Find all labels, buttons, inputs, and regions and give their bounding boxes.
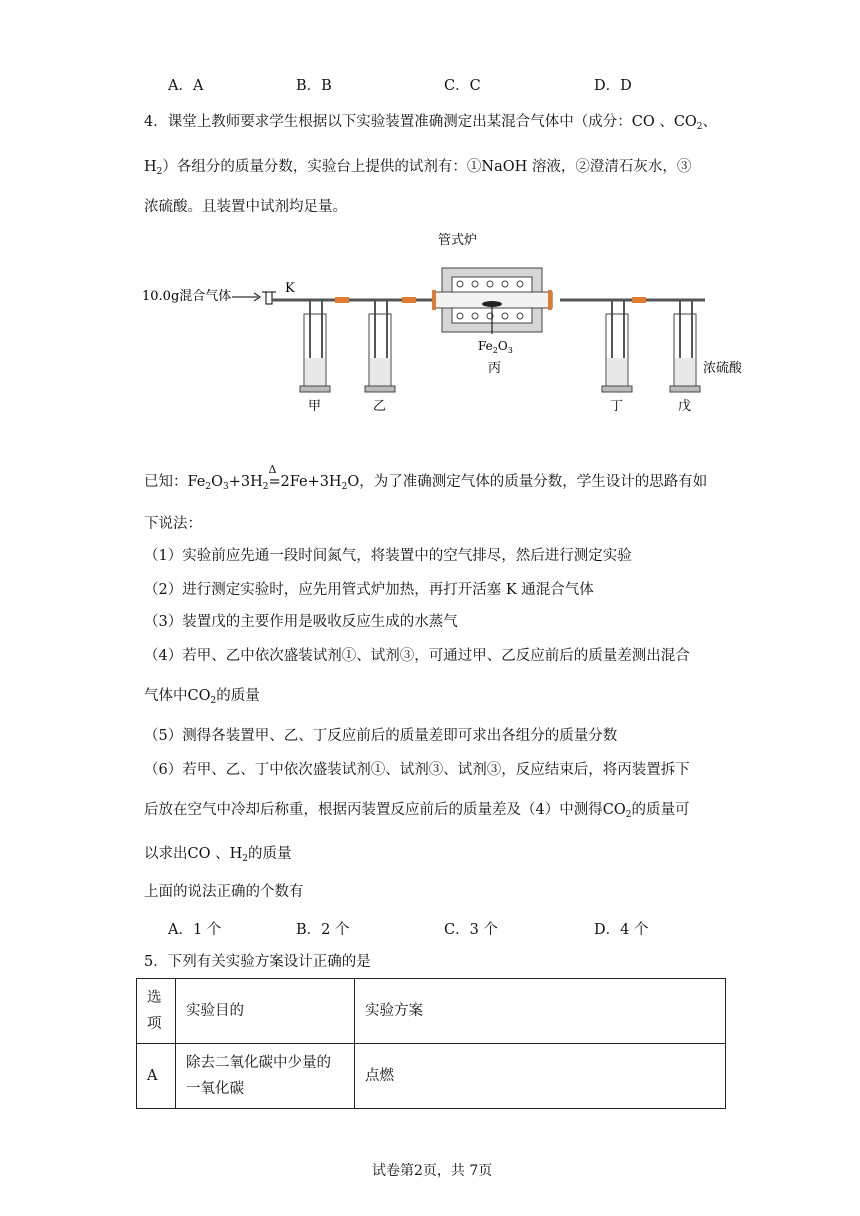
statement-6b: 后放在空气中冷却后称重，根据丙装置反应前后的质量差及（4）中测得$CO_2$的质量可 bbox=[144, 802, 690, 820]
q5-table bbox=[136, 978, 726, 1109]
q4-option-d: D．4 个 bbox=[594, 922, 649, 938]
table-row bbox=[137, 1044, 726, 1109]
statement-3: （3）装置戊的主要作用是吸收反应生成的水蒸气 bbox=[144, 614, 458, 630]
statement-2: （2）进行测定实验时，应先用管式炉加热，再打开活塞 K 通混合气体 bbox=[144, 582, 594, 598]
q4-stem-line3: 浓硫酸。且装置中试剂均足量。 bbox=[144, 199, 347, 215]
q3-option-a: A．A bbox=[168, 78, 204, 94]
bottle-yi bbox=[365, 300, 395, 392]
known-line2: 下说法： bbox=[144, 516, 202, 532]
row-option: A bbox=[137, 1044, 176, 1109]
bing-label: 丙 bbox=[488, 361, 502, 376]
known-equation: 已知：$Fe_2O_3+3H_2$ Δ $=2Fe+3H_2O$，为了准确测定气体的质量分数，学生设计的思路有如 bbox=[144, 463, 708, 492]
bottle-wu bbox=[670, 300, 700, 392]
q3-option-b: B．B bbox=[296, 78, 332, 94]
page-footer: 试卷第2页，共 7页 bbox=[372, 1163, 493, 1179]
gas-label: 10.0g混合气体 bbox=[142, 289, 232, 304]
row-plan: 点燃 bbox=[355, 1044, 726, 1109]
row-goal: 除去二氧化碳中少量的 一氧化碳 bbox=[176, 1044, 355, 1109]
statement-6a: （6）若甲、乙、丁中依次盛装试剂①、试剂③、试剂③，反应结束后，将丙装置拆下 bbox=[144, 762, 690, 778]
q5-title: 5．下列有关实验方案设计正确的是 bbox=[144, 954, 371, 970]
q4-option-b: B．2 个 bbox=[296, 922, 350, 938]
furnace-label: 管式炉 bbox=[438, 233, 478, 248]
q4-option-a: A．1 个 bbox=[168, 922, 222, 938]
header-goal: 实验目的 bbox=[176, 979, 355, 1044]
header-option: 选 项 bbox=[137, 979, 176, 1044]
q4-question: 上面的说法正确的个数有 bbox=[144, 884, 304, 900]
ding-label: 丁 bbox=[610, 399, 624, 414]
q3-option-d: D．D bbox=[594, 78, 632, 94]
statement-4a: （4）若甲、乙中依次盛装试剂①、试剂③，可通过甲、乙反应前后的质量差测出混合 bbox=[144, 648, 690, 664]
table-header-row bbox=[137, 979, 726, 1044]
q4-stem-line2: $H_2$）各组分的质量分数，实验台上提供的试剂有：①NaOH 溶液，②澄清石灰水，③ bbox=[144, 159, 692, 177]
statement-6c: 以求出CO 、$H_2$的质量 bbox=[144, 846, 292, 864]
header-plan: 实验方案 bbox=[355, 979, 726, 1044]
jia-label: 甲 bbox=[308, 399, 322, 414]
bottle-ding bbox=[602, 300, 632, 392]
q4-stem-line1: 4．课堂上教师要求学生根据以下实验装置准确测定出某混合气体中（成分：CO 、$CO_2$、 bbox=[144, 114, 718, 132]
q4-option-c: C．3 个 bbox=[444, 922, 498, 938]
valve-label: K bbox=[285, 281, 295, 296]
fe2o3-label: $Fe_2O_3$ bbox=[478, 339, 513, 355]
wu-label: 戊 bbox=[678, 399, 692, 414]
apparatus-figure bbox=[140, 222, 760, 422]
q3-option-c: C．C bbox=[444, 78, 481, 94]
acid-label: 浓硫酸 bbox=[703, 361, 743, 376]
yi-label: 乙 bbox=[373, 399, 387, 414]
statement-5: （5）测得各装置甲、乙、丁反应前后的质量差即可求出各组分的质量分数 bbox=[144, 728, 618, 744]
bottle-jia bbox=[300, 300, 330, 392]
statement-1: （1）实验前应先通一段时间氮气，将装置中的空气排尽，然后进行测定实验 bbox=[144, 548, 632, 564]
statement-4b: 气体中$CO_2$的质量 bbox=[144, 688, 260, 706]
